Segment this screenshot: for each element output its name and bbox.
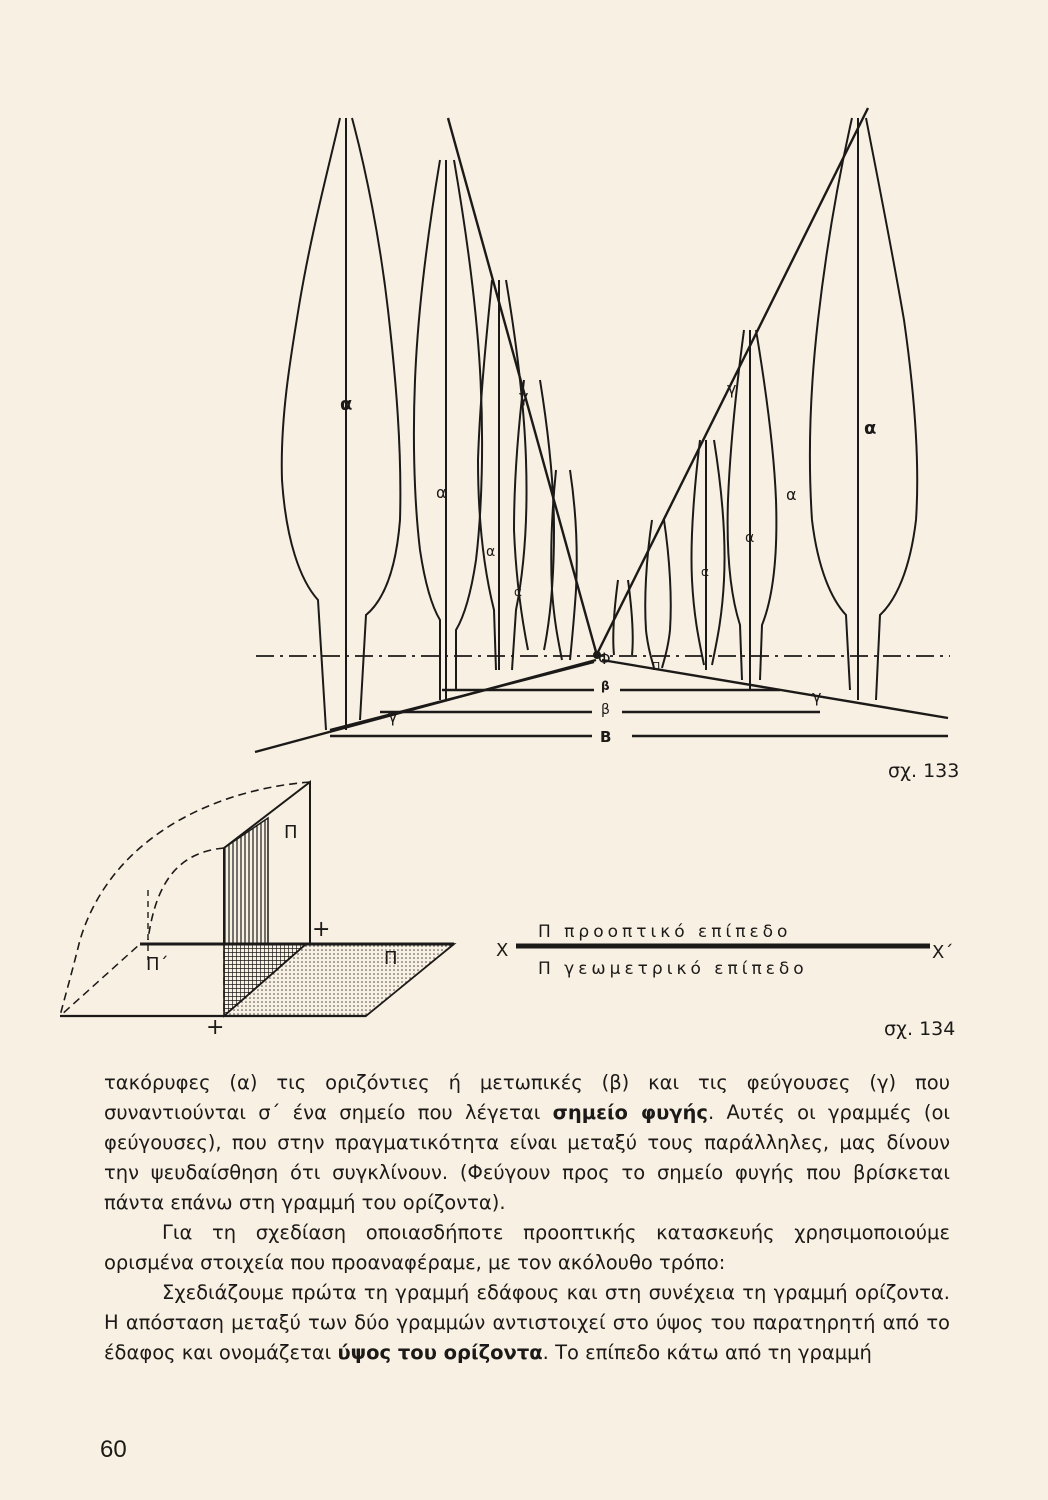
label-b2: β (601, 702, 610, 718)
plane-label-rotated: Π΄ (146, 954, 169, 975)
label-a-big-right: α (864, 418, 877, 439)
label-a-big-left: α (340, 394, 353, 415)
label-a-right-3: α (745, 530, 755, 546)
label-n: Π (652, 660, 661, 673)
term-vanishing-point: σημείο φυγής (552, 1101, 708, 1124)
label-y-right: γ (727, 379, 737, 398)
plane-label-vertical: Π (284, 822, 298, 843)
paragraph-3: Σχεδιάζουμε πρώτα τη γραμμή εδάφους και στη συνέχεια τη γραμμή ορίζοντα. Η απόσταση μεταξύ των δύο γραμμών αντιστοιχεί στο ύψος του παρατηρητή από το έδαφος και ονομάζεται ύψος του ορίζοντα. Το επίπεδο κάτω από τη γραμμή (104, 1281, 950, 1364)
cross-mark-upper: + (312, 917, 331, 942)
label-a-left-2: α (436, 483, 447, 502)
paragraph-2: Για τη σχεδίαση οποιασδήποτε προοπτικής κατασκευής χρησιμοποιούμε ορισμένα στοιχεία που προαναφέραμε, με τον ακόλουθο τρόπο: (104, 1221, 950, 1274)
axis-label-x-prime: X΄ (932, 942, 954, 963)
vertical-plane-hatched (224, 818, 268, 944)
caption-fig-133: σχ. 133 (888, 760, 960, 782)
label-y-bottom-left: γ (388, 707, 398, 726)
plane-label-upper: Π προοπτικό επίπεδο (538, 922, 792, 942)
paragraph-1: τακόρυφες (α) τις οριζόντιες ή μετωπικές (β) και τις φεύγουσες (γ) που συναντιούνται σ΄ ένα σημείο που λέγεται σημείο φυγής. Αυτές οι γραμμές (οι φεύγουσες), που στην πραγματικότητα είναι μεταξύ τους παράλληλες, μας δίνουν την ψευδαίσθηση ότι συγκλίνουν. (Φεύγουν προς το σημείο φυγής που βρίσκεται πάντα επάνω στη γραμμή του ορίζοντα). (104, 1071, 950, 1214)
rotation-arc-inner (148, 848, 224, 940)
ground-plane-left (60, 944, 224, 1016)
label-B: Β (600, 728, 612, 746)
label-phi: Φ (598, 649, 611, 668)
label-a-right-4: α (701, 565, 709, 579)
label-y-bottom-right: γ (812, 687, 822, 706)
label-b1: β (601, 679, 610, 693)
plane-label-ground: Π (384, 948, 398, 969)
label-a-left-3: α (486, 544, 496, 560)
label-a-left-4: α (514, 585, 522, 599)
cross-mark-lower: + (206, 1015, 225, 1040)
plane-label-lower: Π γεωμετρικό επίπεδο (538, 959, 808, 979)
label-y-left: γ (519, 387, 529, 406)
term-horizon-height: ύψος του ορίζοντα (337, 1341, 543, 1364)
label-a-right-2: α (786, 485, 797, 504)
body-text (104, 1068, 950, 1368)
page-number: 60 (100, 1436, 127, 1463)
caption-fig-134: σχ. 134 (884, 1018, 956, 1040)
axis-label-x: X (496, 940, 509, 961)
